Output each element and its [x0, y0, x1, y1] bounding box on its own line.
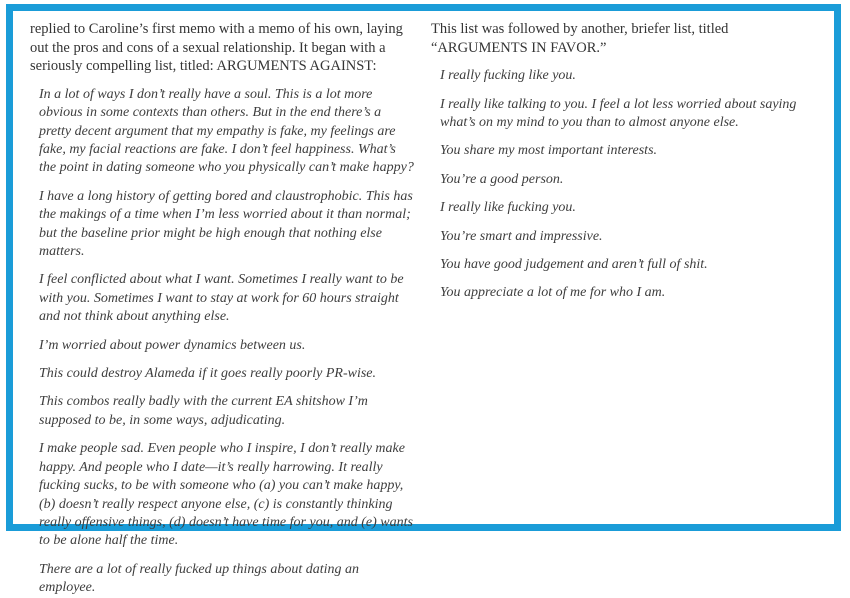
argument-in-favor-item: You share my most important interests. [440, 143, 658, 159]
argument-against-item: I feel conflicted about what I want. Sometimes I really want to be with you. Sometimes I want to stay at work for 60 hours straight and not think about anything else. [39, 272, 404, 325]
arguments-in-favor-list [431, 67, 824, 303]
right-column [431, 20, 824, 518]
argument-against-item: There are a lot of really fucked up things about dating an employee. [39, 561, 360, 596]
argument-in-favor-item: You appreciate a lot of me for who I am. [440, 285, 666, 301]
argument-against-item: I have a long history of getting bored and claustrophobic. This has the makings of a time when I’m less worried about it than normal; but the baseline prior might be high enough that nothing else matters. [39, 188, 413, 260]
argument-against-item: This could destroy Alameda if it goes really poorly PR-wise. [39, 366, 376, 382]
arguments-against-intro: replied to Caroline’s first memo with a memo of his own, laying out the pros and cons of a sexual relationship. It began with a seriously compelling list, titled: ARGUMENTS AGAINST: [30, 21, 403, 75]
argument-against-item: I’m worried about power dynamics between us. [39, 337, 306, 353]
argument-in-favor-item: I really fucking like you. [440, 68, 576, 84]
argument-against-item: I make people sad. Even people who I inspire, I don’t really make happy. And people who I date—it’s really harrowing. It really fucking sucks, to be with someone who (a) you can’t make happy, (b) doesn’t really respect anyone else, (c) is constantly thinking really offensive things, (d) doesn’t have time for you, and (e) wants to be alone half the time. [39, 441, 413, 549]
argument-in-favor-item: You’re smart and impressive. [440, 228, 603, 244]
highlight-frame [6, 4, 841, 596]
left-column [30, 20, 416, 596]
argument-in-favor-item: I really like fucking you. [440, 200, 576, 216]
argument-in-favor-item: I really like talking to you. I feel a lot less worried about saying what’s on my mind to you than to almost anyone else. [440, 96, 797, 130]
arguments-in-favor-intro: This list was followed by another, briefer list, titled “ARGUMENTS IN FAVOR.” [431, 21, 729, 56]
two-column-text [13, 11, 834, 596]
argument-in-favor-item: You have good judgement and aren’t full of shit. [440, 257, 708, 273]
argument-in-favor-item: You’re a good person. [440, 171, 564, 187]
argument-against-item: In a lot of ways I don’t really have a soul. This is a lot more obvious in some contexts than others. But in the end there’s a pretty decent argument that my empathy is fake, my feelings are fake, my facial reactions are fake. I don’t feel happiness. What’s the point in dating someone who you physically can’t make happy? [39, 86, 414, 176]
arguments-against-list [30, 86, 416, 598]
argument-against-item: This combos really badly with the current EA shitshow I’m supposed to be, in some ways, adjudicating. [39, 394, 368, 428]
